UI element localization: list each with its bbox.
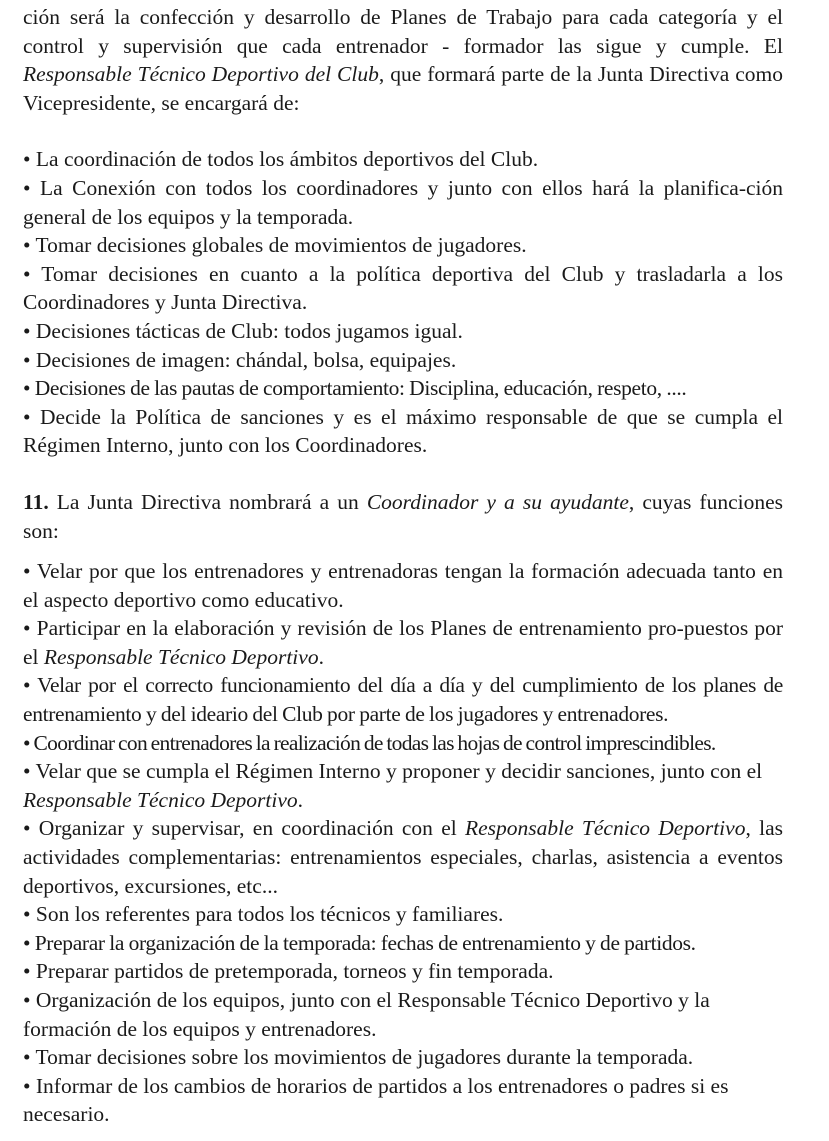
role-responsable: Responsable Técnico Deportivo: [23, 787, 298, 812]
coordinador-list: [23, 557, 783, 1129]
spacer: [23, 545, 783, 557]
section-post: , cuyas funciones son:: [23, 489, 784, 543]
responsable-list: [23, 145, 783, 460]
role-responsable: Responsable Técnico Deportivo: [464, 816, 746, 841]
item-text: .: [297, 787, 304, 812]
section-11-heading: [23, 488, 783, 545]
list-item: • Velar por el correcto funcionamiento del día a día y del cumplimiento de los planes de entrenamiento y del ideario del Club por parte de los jugadores y entrenadores.: [23, 673, 783, 727]
spacer: [23, 460, 783, 488]
list-item: • Son los referentes para todos los técnicos y familiares.: [23, 902, 504, 927]
list-item: • Decisiones tácticas de Club: todos jugamos igual.: [23, 318, 463, 343]
list-item: • La coordinación de todos los ámbitos deportivos del Club.: [23, 147, 539, 172]
list-item: • Decisiones de las pautas de comportamiento: Disciplina, educación, respeto, ....: [23, 376, 687, 401]
role-responsable: Responsable Técnico Deportivo: [43, 644, 319, 669]
intro-pre: El: [763, 33, 783, 58]
list-item: • Informar de los cambios de horarios de partidos a los entrenadores o padres si es necesario.: [23, 1073, 729, 1127]
text-column: [23, 3, 783, 1129]
list-item: • Tomar decisiones globales de movimientos de jugadores.: [23, 233, 527, 258]
item-text: .: [318, 644, 324, 669]
role-responsable: Responsable Técnico Deportivo del Club: [23, 62, 379, 87]
item-text: , las actividades complementarias: entrenamientos especiales, charlas, asistencia a eventos deportivos, excursiones, etc...: [23, 816, 783, 898]
item-text: • Velar que se cumpla el Régimen Interno y proponer y decidir sanciones, junto con el: [23, 759, 763, 784]
list-item: • Tomar decisiones sobre los movimientos de jugadores durante la temporada.: [23, 1045, 694, 1070]
intro-line: ción será la confección y desarrollo de Planes de Trabajo para cada categoría y el control y supervisión que cada entrenador - formador las sigue y cumple.: [23, 5, 783, 58]
list-item: [23, 814, 783, 900]
item-text: • Organizar y supervisar, en coordinación con el: [23, 816, 465, 841]
list-item: • Tomar decisiones en cuanto a la política deportiva del Club y trasladarla a los Coordinadores y Junta Directiva.: [23, 261, 783, 315]
list-item: • Decide la Política de sanciones y es el máximo responsable de que se cumpla el Régimen Interno, junto con los Coordinadores.: [23, 404, 783, 458]
list-item: [23, 614, 783, 671]
role-coordinador: Coordinador y a su ayudante: [366, 489, 629, 514]
list-item: [23, 757, 783, 814]
item-text: • Participar en la elaboración y revisión de los Planes de entrenamiento pro-puestos por el: [23, 616, 783, 669]
list-item: • Organización de los equipos, junto con el Responsable Técnico Deportivo y la formación de los equipos y entrenadores.: [23, 988, 710, 1041]
intro-post: , que formará parte de la Junta Directiva como Vicepresidente, se encargará de:: [23, 62, 783, 115]
list-item: • Coordinar con entrenadores la realización de todas las hojas de control imprescindibles.: [23, 730, 716, 755]
intro-paragraph: [23, 3, 783, 117]
section-pre: La Junta Directiva nombrará a un: [48, 489, 367, 514]
list-item: • Preparar la organización de la temporada: fechas de entrenamiento y de partidos.: [23, 930, 696, 955]
list-item: • Velar por que los entrenadores y entrenadoras tengan la formación adecuada tanto en el aspecto deportivo como educativo.: [23, 559, 783, 612]
spacer: [23, 117, 783, 145]
section-number: 11.: [23, 489, 49, 514]
list-item: • Preparar partidos de pretemporada, torneos y fin temporada.: [23, 959, 554, 984]
list-item: • La Conexión con todos los coordinadores y junto con ellos hará la planifica-ción general de los equipos y la temporada.: [23, 175, 783, 229]
list-item: • Decisiones de imagen: chándal, bolsa, equipajes.: [23, 347, 457, 372]
